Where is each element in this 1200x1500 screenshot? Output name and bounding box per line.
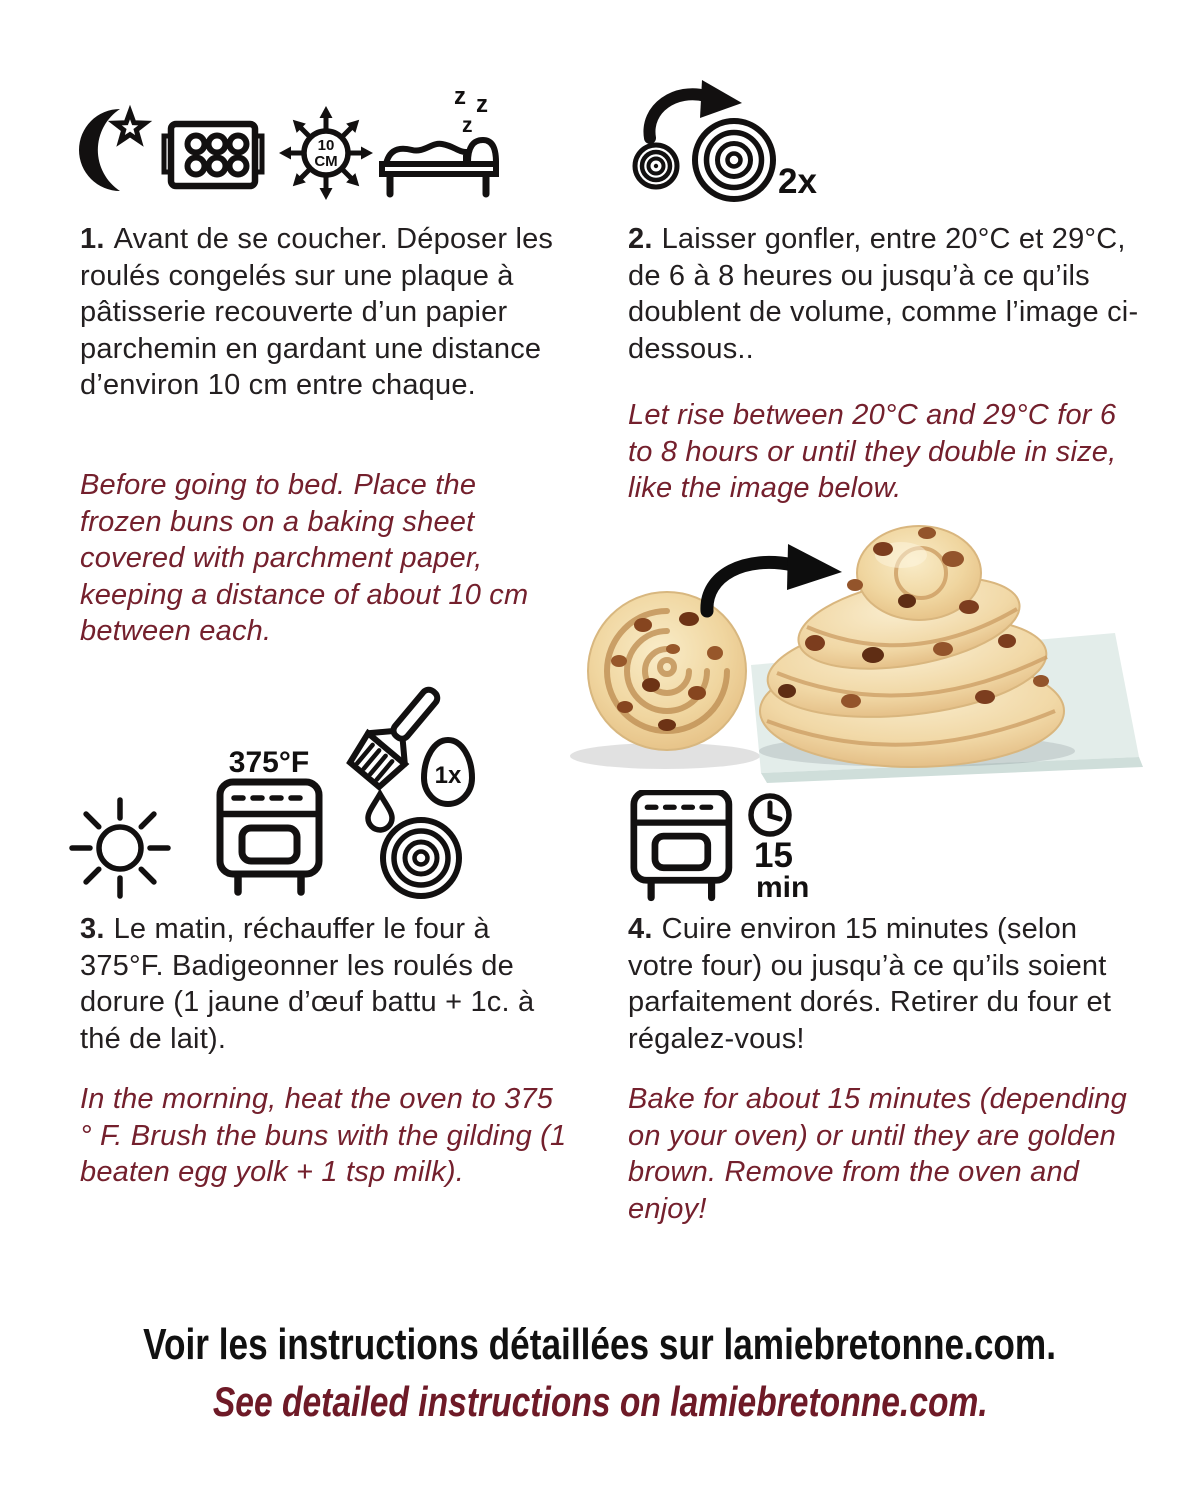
footer-line-en [0, 1378, 1200, 1426]
step2-number: 2. [628, 223, 653, 255]
step1-number: 1. [80, 223, 105, 255]
svg-text:z: z [462, 114, 473, 137]
sun-icon [72, 800, 168, 896]
bake-minutes-label: 15 [754, 836, 793, 875]
svg-text:z: z [454, 83, 466, 110]
step2-icons [630, 80, 845, 202]
svg-text:CM: CM [314, 153, 338, 170]
rising-buns-photo [555, 515, 1145, 810]
baking-tray-icon [164, 124, 262, 186]
big-bun-swirl-icon [695, 121, 773, 199]
small-bun-swirl-icon [635, 145, 677, 187]
egg-count-label: 1x [434, 762, 462, 789]
step1-text-en: Before going to bed. Place the frozen buns on a baking sheet covered with parchment paper, keeping a distance of about 10 cm between each. [80, 469, 529, 647]
step4-icons [630, 790, 880, 905]
step4-number: 4. [628, 913, 653, 945]
clock-icon [751, 796, 789, 834]
step1-text-fr [80, 221, 562, 404]
footer-line-fr [0, 1320, 1200, 1370]
oven-icon [634, 792, 729, 898]
moon-star-icon [79, 109, 145, 191]
egg-icon [424, 740, 472, 804]
rise-arrow-icon [649, 80, 742, 138]
step2-text-en: Let rise between 20°C and 29°C for 6 to 8 hours or until they double in size, like the image below. [628, 399, 1117, 504]
growth-arrow-icon [707, 544, 842, 611]
step2-text-fr [628, 221, 1143, 367]
step4-text-en: Bake for about 15 minutes (depending on your oven) or until they are golden brown. Remove from the oven and enjoy! [628, 1083, 1127, 1225]
step3-text-fr [80, 911, 572, 1057]
rise-factor-label: 2x [778, 162, 817, 201]
oven-icon [220, 782, 319, 892]
step1-icons [74, 76, 504, 204]
footer-en-text: See detailed instructions on lamiebretonne.com. [212, 1378, 988, 1425]
bake-unit-label: min [756, 871, 810, 904]
step2-fr-body: Laisser gonfler, entre 20°C et 29°C, de 6 à 8 heures ou jusqu’à ce qu’ils doublent de volume, comme l’image ci-dessous.. [628, 223, 1139, 365]
oven-temp-label: 375°F [228, 746, 310, 779]
step4-text-fr [628, 911, 1146, 1057]
step3-icons [62, 682, 492, 908]
step4-fr-body: Cuire environ 15 minutes (selon votre four) ou jusqu’à ce qu’ils soient parfaitement dorés. Retirer du four et régalez-vous! [628, 913, 1112, 1055]
step3-fr-body: Le matin, réchauffer le four à 375°F. Badigeonner les roulés de dorure (1 jaune d’œuf battu + 1c. à thé de lait). [80, 913, 535, 1055]
svg-text:10: 10 [317, 137, 335, 154]
bun-swirl-icon [383, 820, 459, 896]
step3-text-en: In the morning, heat the oven to 375 ° F. Brush the buns with the gilding (1 beaten egg yolk + 1 tsp milk). [80, 1083, 567, 1188]
step3-number: 3. [80, 913, 105, 945]
footer [0, 1320, 1200, 1426]
footer-fr-text: Voir les instructions détaillées sur lamiebretonne.com. [143, 1320, 1057, 1369]
svg-text:z: z [476, 91, 488, 118]
sleep-bed-icon [382, 83, 496, 194]
drop-icon [368, 794, 392, 830]
step1-fr-body: Avant de se coucher. Déposer les roulés congelés sur une plaque à pâtisserie recouverte d’un papier parchemin en gardant une distance d’environ 10 cm entre chaque. [80, 223, 554, 401]
spacing-10cm-icon [279, 106, 373, 200]
frozen-bun [588, 592, 746, 750]
